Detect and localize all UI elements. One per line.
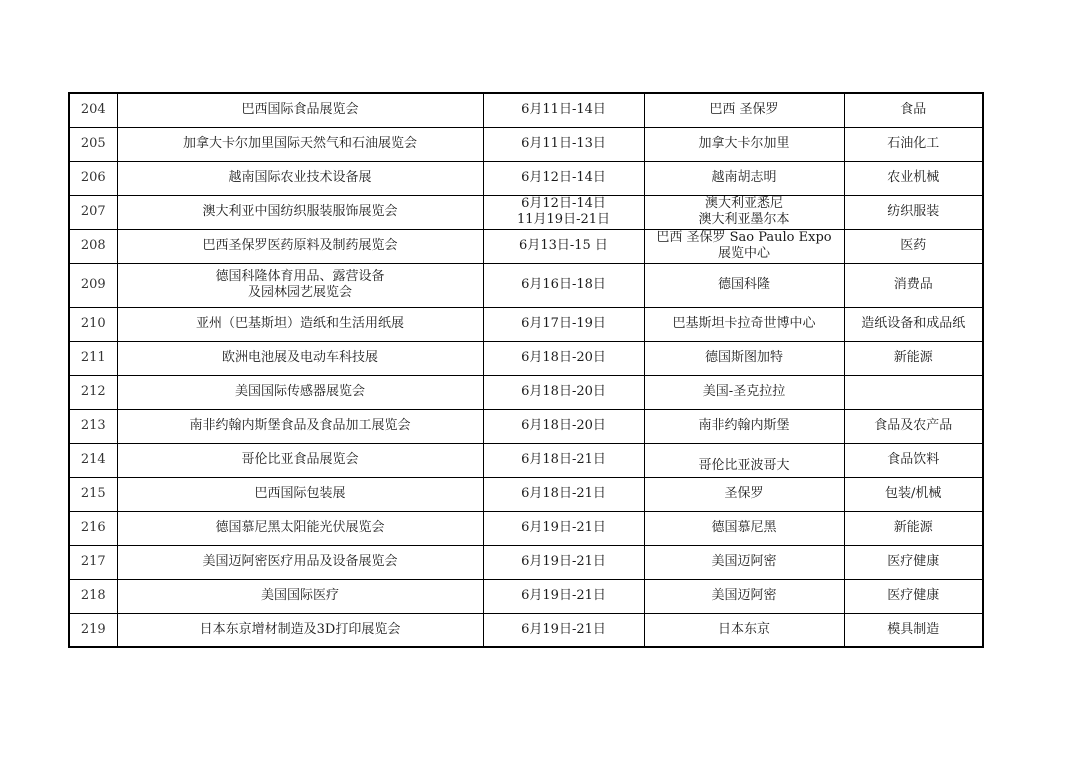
table-row [69, 579, 983, 613]
date-cell: 6月18日-21日 [483, 477, 644, 511]
row-number-cell: 213 [69, 409, 117, 443]
category-cell: 石油化工 [844, 127, 983, 161]
location-cell: 澳大利亚悉尼 澳大利亚墨尔本 [644, 195, 844, 229]
row-number-cell: 207 [69, 195, 117, 229]
table-row [69, 127, 983, 161]
exhibition-name-cell: 欧洲电池展及电动车科技展 [117, 341, 483, 375]
row-number-cell: 205 [69, 127, 117, 161]
category-cell: 医疗健康 [844, 579, 983, 613]
row-number-cell: 208 [69, 229, 117, 263]
category-cell: 食品 [844, 93, 983, 127]
exhibition-name-cell: 德国科隆体育用品、露营设备 及园林园艺展览会 [117, 263, 483, 307]
location-cell: 哥伦比亚波哥大 [644, 443, 844, 477]
table-row [69, 613, 983, 647]
date-cell: 6月17日-19日 [483, 307, 644, 341]
category-cell: 食品饮料 [844, 443, 983, 477]
date-cell: 6月18日-20日 [483, 341, 644, 375]
exhibition-name-cell: 巴西国际食品展览会 [117, 93, 483, 127]
row-number-cell: 204 [69, 93, 117, 127]
date-cell: 6月13日-15 日 [483, 229, 644, 263]
category-cell: 消费品 [844, 263, 983, 307]
table-body [69, 93, 983, 647]
row-number-cell: 212 [69, 375, 117, 409]
location-cell: 德国慕尼黑 [644, 511, 844, 545]
category-cell: 模具制造 [844, 613, 983, 647]
table-row [69, 375, 983, 409]
location-cell: 巴西 圣保罗 [644, 93, 844, 127]
exhibition-name-cell: 美国迈阿密医疗用品及设备展览会 [117, 545, 483, 579]
row-number-cell: 210 [69, 307, 117, 341]
row-number-cell: 209 [69, 263, 117, 307]
exhibition-name-cell: 美国国际医疗 [117, 579, 483, 613]
date-cell: 6月16日-18日 [483, 263, 644, 307]
category-cell: 造纸设备和成品纸 [844, 307, 983, 341]
category-cell: 纺织服装 [844, 195, 983, 229]
date-cell: 6月18日-20日 [483, 409, 644, 443]
row-number-cell: 206 [69, 161, 117, 195]
exhibition-name-cell: 加拿大卡尔加里国际天然气和石油展览会 [117, 127, 483, 161]
location-cell: 德国科隆 [644, 263, 844, 307]
exhibition-name-cell: 美国国际传感器展览会 [117, 375, 483, 409]
location-cell: 加拿大卡尔加里 [644, 127, 844, 161]
row-number-cell: 211 [69, 341, 117, 375]
location-cell: 圣保罗 [644, 477, 844, 511]
category-cell: 农业机械 [844, 161, 983, 195]
table-row [69, 195, 983, 229]
exhibition-name-cell: 德国慕尼黑太阳能光伏展览会 [117, 511, 483, 545]
exhibition-name-cell: 巴西国际包装展 [117, 477, 483, 511]
date-cell: 6月18日-20日 [483, 375, 644, 409]
location-cell: 日本东京 [644, 613, 844, 647]
row-number-cell: 218 [69, 579, 117, 613]
table-row [69, 263, 983, 307]
exhibition-name-cell: 亚州（巴基斯坦）造纸和生活用纸展 [117, 307, 483, 341]
row-number-cell: 217 [69, 545, 117, 579]
category-cell: 新能源 [844, 341, 983, 375]
location-cell: 巴西 圣保罗 Sao Paulo Expo 展览中心 [644, 229, 844, 263]
category-cell: 包装/机械 [844, 477, 983, 511]
location-cell: 南非约翰内斯堡 [644, 409, 844, 443]
date-cell: 6月19日-21日 [483, 579, 644, 613]
date-cell: 6月11日-13日 [483, 127, 644, 161]
exhibition-name-cell: 日本东京增材制造及3D打印展览会 [117, 613, 483, 647]
category-cell: 食品及农产品 [844, 409, 983, 443]
location-cell: 美国迈阿密 [644, 579, 844, 613]
date-cell: 6月19日-21日 [483, 511, 644, 545]
table-row [69, 409, 983, 443]
row-number-cell: 216 [69, 511, 117, 545]
date-cell: 6月18日-21日 [483, 443, 644, 477]
exhibition-name-cell: 南非约翰内斯堡食品及食品加工展览会 [117, 409, 483, 443]
row-number-cell: 219 [69, 613, 117, 647]
category-cell: 医疗健康 [844, 545, 983, 579]
category-cell [844, 375, 983, 409]
table-row [69, 229, 983, 263]
table-row [69, 341, 983, 375]
table-row [69, 545, 983, 579]
category-cell: 医药 [844, 229, 983, 263]
exhibition-name-cell: 哥伦比亚食品展览会 [117, 443, 483, 477]
exhibition-name-cell: 越南国际农业技术设备展 [117, 161, 483, 195]
table-row [69, 161, 983, 195]
category-cell: 新能源 [844, 511, 983, 545]
date-cell: 6月11日-14日 [483, 93, 644, 127]
table-row [69, 477, 983, 511]
date-cell: 6月19日-21日 [483, 613, 644, 647]
location-cell: 美国-圣克拉拉 [644, 375, 844, 409]
table-row [69, 511, 983, 545]
location-cell: 德国斯图加特 [644, 341, 844, 375]
date-cell: 6月12日-14日 11月19日-21日 [483, 195, 644, 229]
exhibition-name-cell: 澳大利亚中国纺织服装服饰展览会 [117, 195, 483, 229]
location-cell: 越南胡志明 [644, 161, 844, 195]
date-cell: 6月19日-21日 [483, 545, 644, 579]
table-row [69, 307, 983, 341]
location-cell: 美国迈阿密 [644, 545, 844, 579]
table-row [69, 443, 983, 477]
row-number-cell: 214 [69, 443, 117, 477]
table-row [69, 93, 983, 127]
date-cell: 6月12日-14日 [483, 161, 644, 195]
location-cell: 巴基斯坦卡拉奇世博中心 [644, 307, 844, 341]
row-number-cell: 215 [69, 477, 117, 511]
exhibition-schedule-table [68, 92, 984, 648]
exhibition-name-cell: 巴西圣保罗医药原料及制药展览会 [117, 229, 483, 263]
